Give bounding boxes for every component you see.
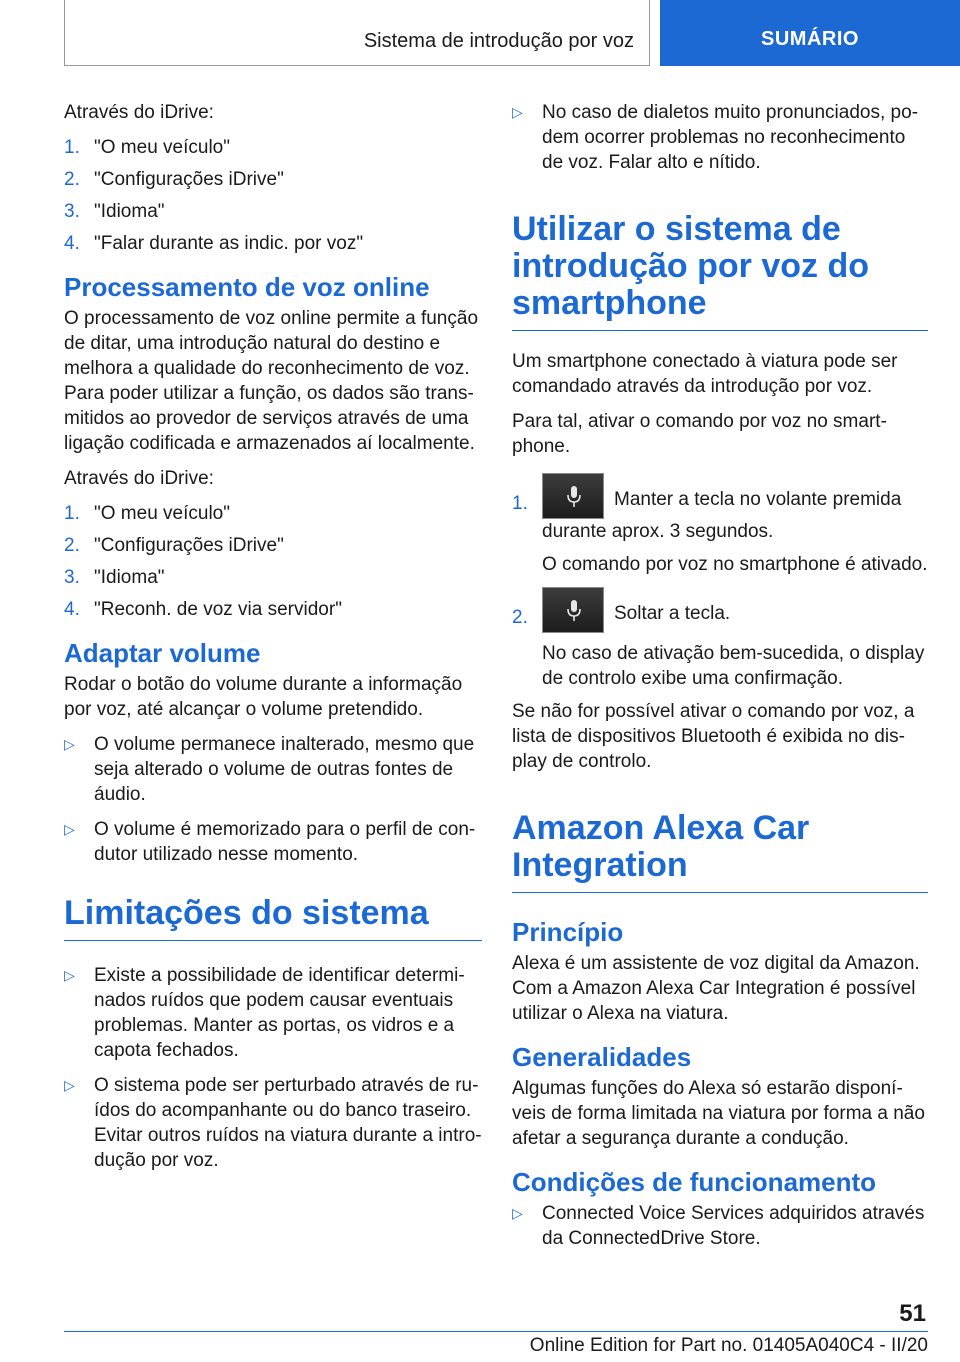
list-item: [512, 587, 928, 691]
sumario-button[interactable]: SUMÁRIO: [660, 0, 960, 66]
heading-smartphone-voice: Utilizar o sistema de introdução por voz do smartphone: [512, 211, 928, 331]
edition-note: Online Edition for Part no. 01405A040C4 - II/20: [529, 1335, 928, 1356]
section-title: Sistema de introdução por voz: [363, 30, 634, 52]
triangle-bullet-icon: ▷: [64, 1077, 75, 1093]
step-number: 3.: [64, 201, 80, 222]
step-number: 2.: [64, 169, 80, 190]
voice-button: [542, 587, 604, 633]
list-item: [64, 231, 482, 256]
paragraph: Através do iDrive:: [64, 468, 214, 489]
step-text: "Idioma": [94, 567, 165, 588]
volume-bullets: [64, 732, 482, 867]
left-column: [64, 100, 482, 1183]
bullet-text: Existe a possibilidade de identificar determinados ruídos que podem causar eventuais problemas. Manter as portas, os vidros e a capota fechados.: [94, 965, 465, 1061]
heading-operating-conditions: Condições de funcionamento: [512, 1167, 877, 1197]
triangle-bullet-icon: ▷: [64, 821, 75, 837]
idrive-steps-voice: [64, 135, 482, 256]
heading-amazon-alexa: Amazon Alexa Car Integration: [512, 810, 928, 893]
step-number: 2.: [512, 607, 528, 628]
paragraph: Rodar o botão do volume durante a informação por voz, até alcançar o volume pretendido.: [64, 674, 463, 720]
list-item: [64, 501, 482, 526]
step-text: "Reconh. de voz via servidor": [94, 599, 342, 620]
dialect-bullets: [512, 100, 928, 175]
step-text: "Idioma": [94, 201, 165, 222]
step-number: 4.: [64, 599, 80, 620]
paragraph: Para tal, ativar o comando por voz no smartphone.: [512, 411, 887, 457]
smartphone-steps: [512, 473, 928, 691]
bullet-text: O sistema pode ser perturbado através de ruídos do acompanhante ou do banco traseiro. Evitar outros ruídos na viatura durante a introdução por voz.: [94, 1075, 482, 1171]
paragraph: Através do iDrive:: [64, 102, 214, 123]
right-column: [512, 100, 928, 1261]
list-item: [64, 1073, 482, 1173]
step-text: "Configurações iDrive": [94, 535, 284, 556]
list-item: [64, 817, 482, 867]
paragraph: O processamento de voz online permite a função de ditar, uma introdução natural do destino e melhora a qualidade do reconhecimento de voz. Para poder utilizar a função, os dados são transmitidos ao provedor de serviços através de uma ligação codificada e armazenados aí localmente.: [64, 308, 479, 454]
step-text: "Configurações iDrive": [94, 169, 284, 190]
list-item: [64, 565, 482, 590]
step-number: 1.: [512, 493, 528, 514]
heading-adapt-volume: Adaptar volume: [64, 638, 261, 668]
idrive-steps-server: [64, 501, 482, 622]
list-item: [64, 533, 482, 558]
triangle-bullet-icon: ▷: [512, 104, 523, 120]
bullet-text: No caso de dialetos muito pronunciados, podem ocorrer problemas no reconhecimento de voz. Falar alto e nítido.: [542, 102, 919, 173]
heading-principle: Princípio: [512, 917, 624, 947]
triangle-bullet-icon: ▷: [64, 736, 75, 752]
step-result: O comando por voz no smartphone é ativado.: [542, 554, 928, 575]
page-number: 51: [899, 1300, 926, 1327]
list-item: [64, 732, 482, 807]
triangle-bullet-icon: ▷: [512, 1205, 523, 1221]
list-item: [512, 473, 928, 577]
bullet-text: Connected Voice Services adquiridos através da ConnectedDrive Store.: [542, 1203, 925, 1249]
bullet-text: O volume permanece inalterado, mesmo que seja alterado o volume de outras fontes de áudio.: [94, 734, 475, 805]
heading-online-processing: Processamento de voz online: [64, 272, 430, 302]
bullet-text: O volume é memorizado para o perfil de condutor utilizado nesse momento.: [94, 819, 476, 865]
step-result: No caso de ativação bem-sucedida, o display de controlo exibe uma confirmação.: [542, 643, 925, 689]
paragraph: Se não for possível ativar o comando por voz, a lista de dispositivos Bluetooth é exibida no display de controlo.: [512, 701, 915, 772]
conditions-bullets: [512, 1201, 928, 1251]
list-item: [64, 597, 482, 622]
step-text: Soltar a tecla.: [614, 603, 731, 624]
list-item: [64, 963, 482, 1063]
step-text: "O meu veículo": [94, 503, 230, 524]
list-item: [512, 100, 928, 175]
list-item: [64, 167, 482, 192]
paragraph: Um smartphone conectado à viatura pode ser comandado através da introdução por voz.: [512, 351, 898, 397]
list-item: [64, 199, 482, 224]
list-item: [64, 135, 482, 160]
step-number: 1.: [64, 503, 80, 524]
paragraph: Algumas funções do Alexa só estarão disponíveis de forma limitada na viatura por forma a não afetar a segurança durante a condução.: [512, 1078, 925, 1149]
heading-system-limits: Limitações do sistema: [64, 895, 482, 941]
step-number: 1.: [64, 137, 80, 158]
microphone-icon: [566, 599, 582, 623]
limits-bullets: [64, 963, 482, 1173]
heading-generalities: Generalidades: [512, 1042, 692, 1072]
step-number: 2.: [64, 535, 80, 556]
footer-divider: [64, 1331, 928, 1332]
paragraph: Alexa é um assistente de voz digital da Amazon. Com a Amazon Alexa Car Integration é possível utilizar o Alexa na viatura.: [512, 953, 920, 1024]
step-text: "Falar durante as indic. por voz": [94, 233, 364, 254]
triangle-bullet-icon: ▷: [64, 967, 75, 983]
microphone-icon: [566, 485, 582, 509]
voice-button: [542, 473, 604, 519]
page-header: [0, 0, 960, 66]
step-number: 4.: [64, 233, 80, 254]
step-number: 3.: [64, 567, 80, 588]
list-item: [512, 1201, 928, 1251]
step-text: Manter a tecla no volante premida durante aprox. 3 segundos.: [542, 489, 902, 542]
step-text: "O meu veículo": [94, 137, 230, 158]
